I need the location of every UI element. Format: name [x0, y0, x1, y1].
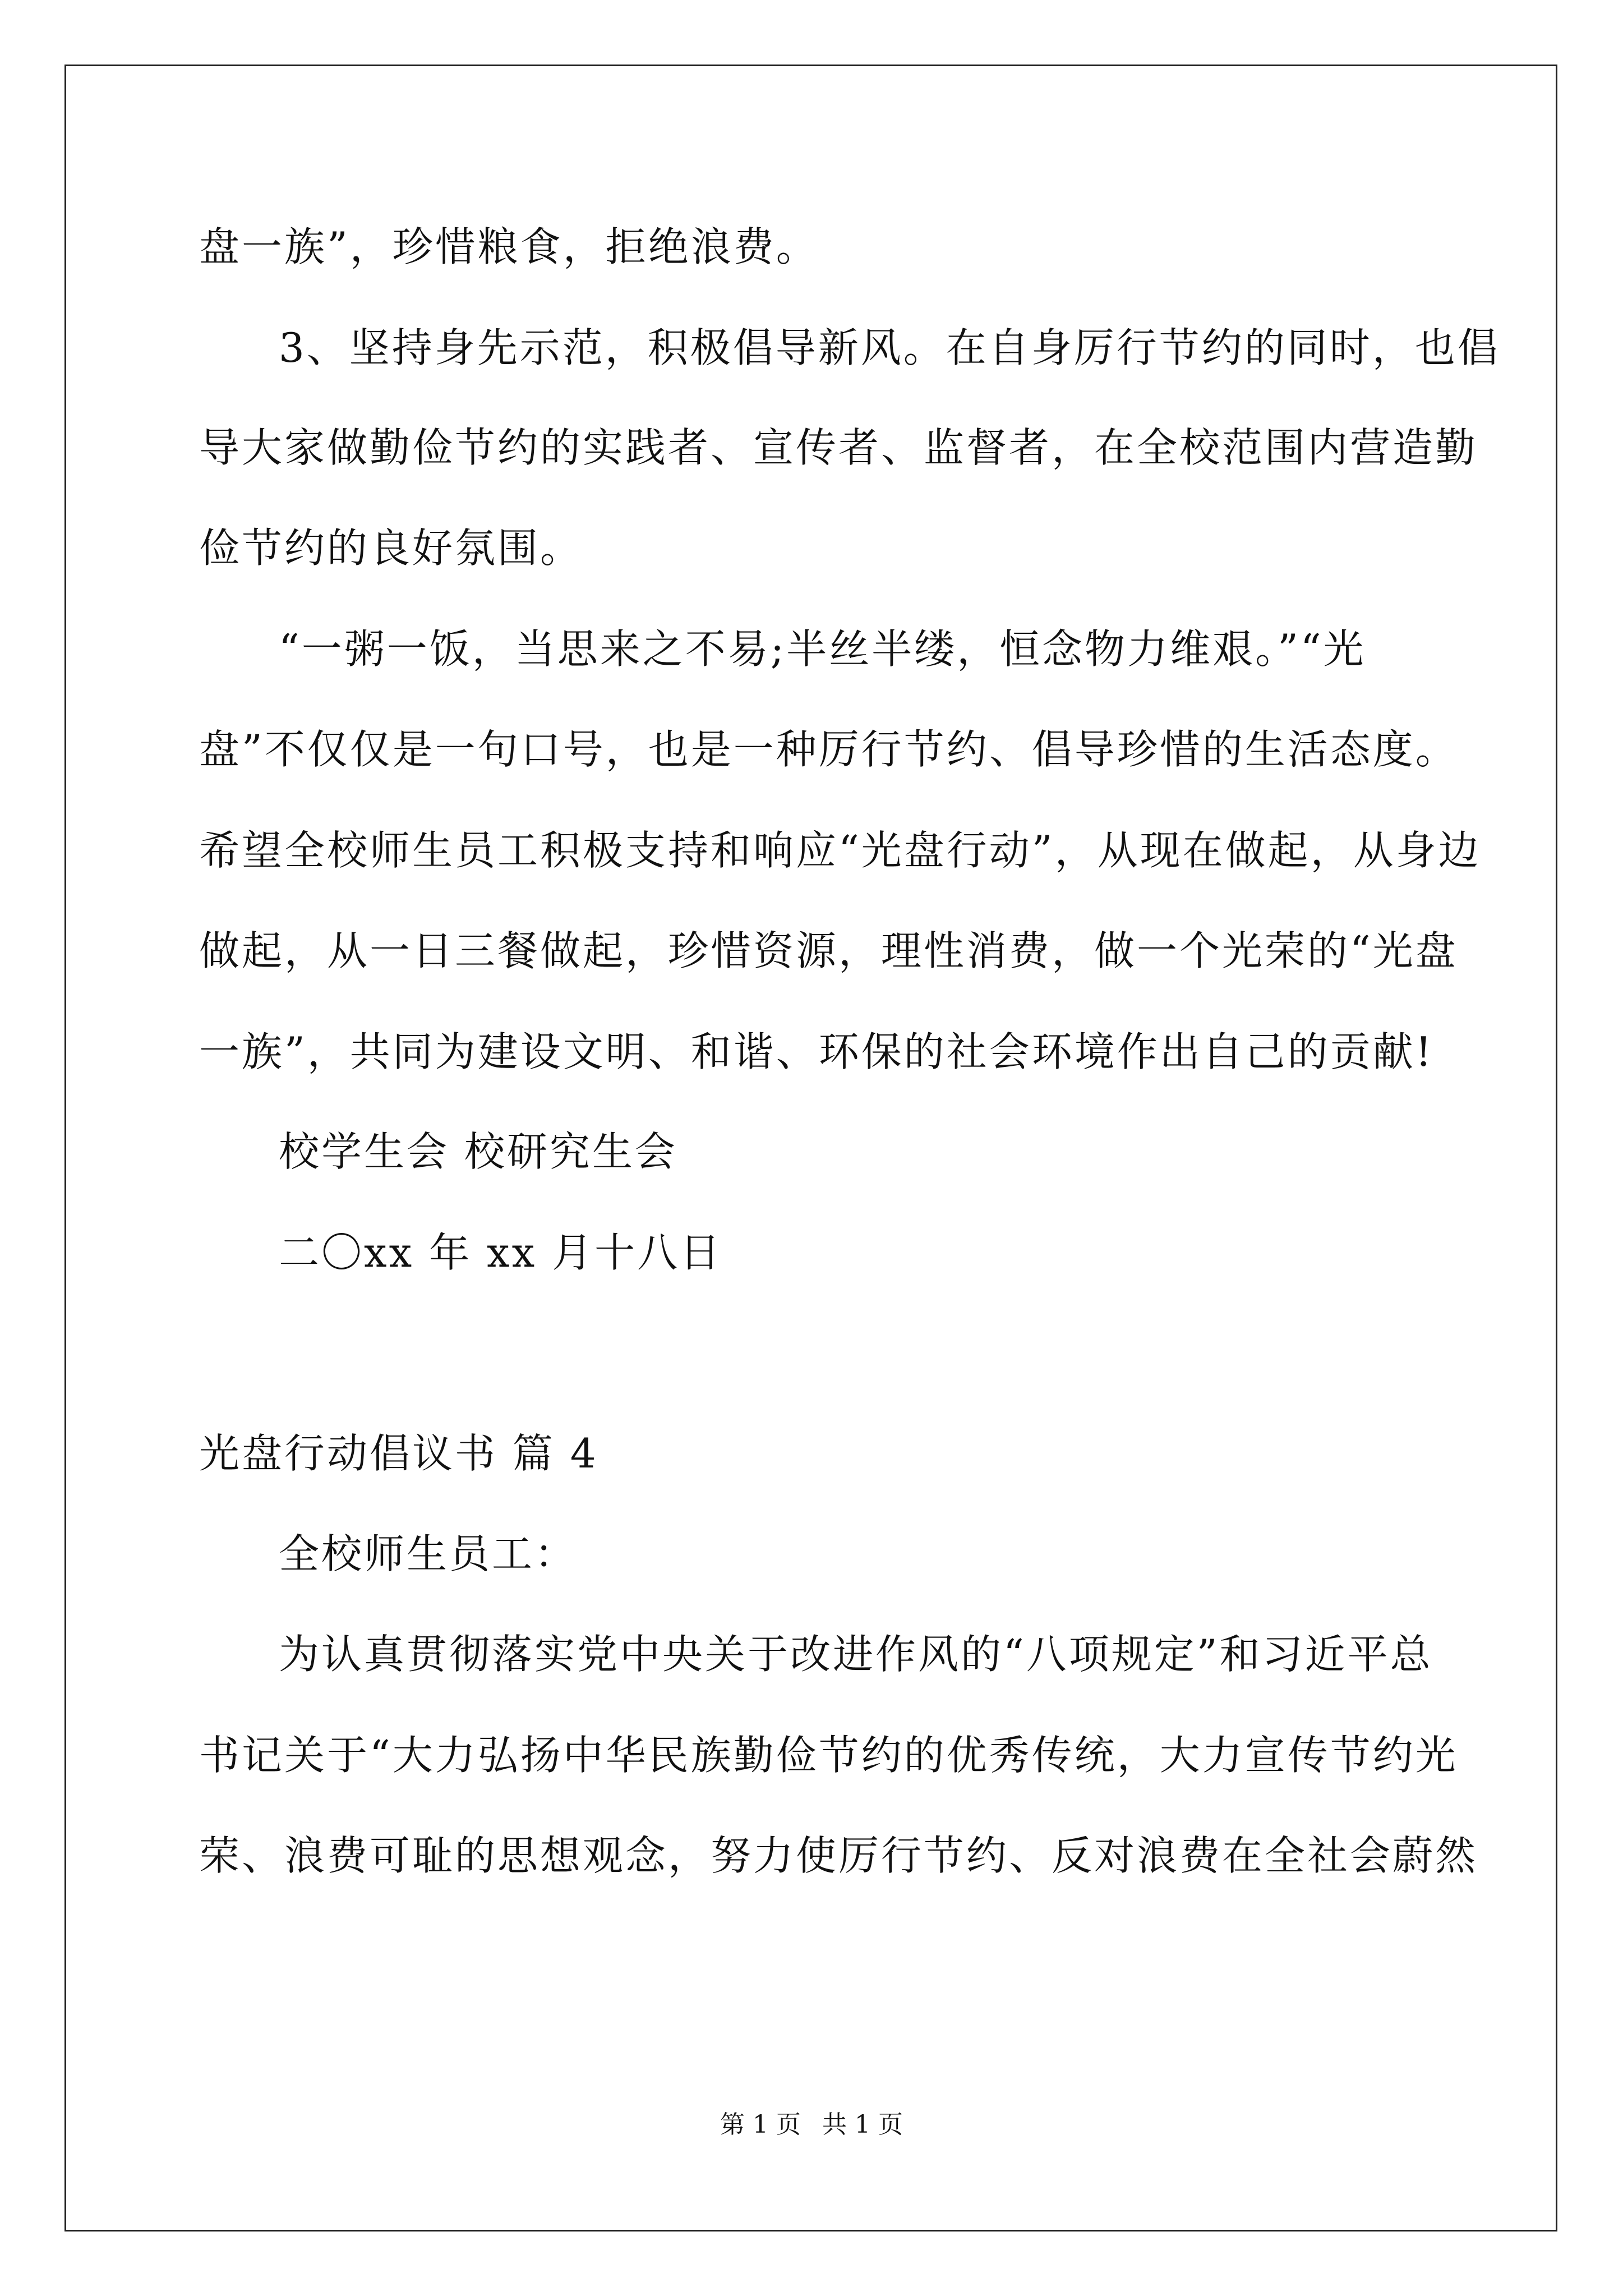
section-heading: 光盘行动倡议书 篇 4	[199, 1430, 598, 1477]
salutation: 全校师生员工：	[279, 1530, 578, 1577]
page-number: 第 1 页	[720, 2110, 801, 2139]
text-line: 盘一族”，珍惜粮食，拒绝浪费。	[199, 223, 819, 270]
text-line: 希望全校师生员工积极支持和响应“光盘行动”，从现在做起，从身边	[199, 827, 1481, 874]
text-line: 盘”不仅仅是一句口号，也是一种厉行节约、倡导珍惜的生活态度。	[199, 726, 1458, 773]
list-item-3: 3、坚持身先示范，积极倡导新风。在自身厉行节约的同时，也倡	[279, 324, 1500, 371]
text-line: 俭节约的良好氛围。	[199, 524, 583, 572]
text-line: 做起，从一日三餐做起，珍惜资源，理性消费，做一个光荣的“光盘	[199, 927, 1458, 974]
text-line: 书记关于“大力弘扬中华民族勤俭节约的优秀传统，大力宣传节约光	[199, 1732, 1458, 1779]
paragraph-start: 为认真贯彻落实党中央关于改进作风的“八项规定”和习近平总	[279, 1631, 1433, 1678]
signature-line: 校学生会 校研究生会	[279, 1128, 677, 1175]
date-line: 二〇xx 年 xx 月十八日	[279, 1229, 723, 1276]
text-line: 荣、浪费可耻的思想观念，努力使厉行节约、反对浪费在全社会蔚然	[199, 1832, 1478, 1879]
page-total: 共 1 页	[822, 2110, 903, 2139]
quote-paragraph: “一粥一饭，当思来之不易;半丝半缕，恒念物力维艰。”“光	[279, 625, 1366, 673]
text-line: 导大家做勤俭节约的实践者、宣传者、监督者，在全校范围内营造勤	[199, 424, 1478, 471]
text-line: 一族”，共同为建设文明、和谐、环保的社会环境作出自己的贡献!	[199, 1028, 1434, 1075]
page-footer	[0, 2109, 1623, 2141]
